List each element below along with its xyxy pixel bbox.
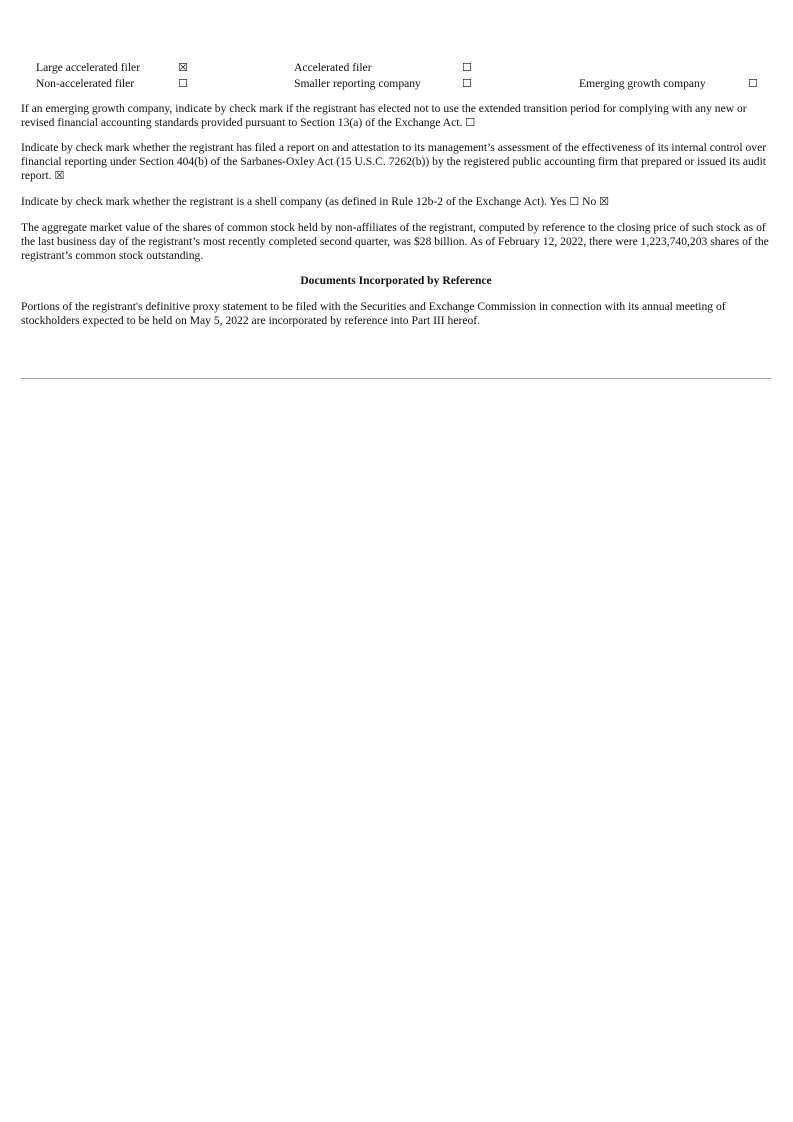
transition-period-text: If an emerging growth company, indicate by check mark if the registrant has elected not to use the extended transition period for complying with any new or revised financial accounting standards provided pursuant to Section 13(a) of the Exchange Act. (21, 102, 747, 129)
shell-no-checkbox[interactable]: ☒ (599, 195, 610, 208)
accelerated-filer-checkbox[interactable]: ☐ (462, 61, 472, 74)
accelerated-filer-label: Accelerated filer (294, 61, 372, 74)
shell-company-text: Indicate by check mark whether the registrant is a shell company (as defined in Rule 12b-2 of the Exchange Act). Yes (21, 195, 567, 208)
proxy-statement-paragraph: Portions of the registrant's definitive proxy statement to be filed with the Securities and Exchange Commission in connection with its annual meeting of stockholders expected to be held on May 5, 2022 are incorporated by reference into Part III hereof. (21, 300, 726, 327)
page-divider (21, 378, 771, 379)
large-accelerated-filer-label: Large accelerated filer (36, 61, 141, 74)
shell-no-label: No (582, 195, 597, 208)
shell-company-paragraph (21, 195, 771, 209)
smaller-reporting-company-checkbox[interactable]: ☐ (462, 77, 472, 90)
large-accelerated-filer-checkbox[interactable]: ☒ (178, 61, 188, 74)
documents-incorporated-heading: Documents Incorporated by Reference (300, 274, 492, 287)
smaller-reporting-company-label: Smaller reporting company (294, 77, 421, 90)
emerging-growth-company-label: Emerging growth company (579, 77, 706, 90)
transition-period-paragraph (21, 102, 771, 130)
attestation-text: Indicate by check mark whether the registrant has filed a report on and attestation to its management’s assessment of the effectiveness of its internal control over financial reporting under Section 404(b) of the Sarbanes-Oxley Act (15 U.S.C. 7262(b)) by the registered public accounting firm that prepared or issued its audit report. (21, 141, 767, 182)
non-accelerated-filer-label: Non-accelerated filer (36, 77, 135, 90)
filer-row-2 (0, 77, 793, 91)
shell-yes-checkbox[interactable]: ☐ (569, 195, 580, 208)
market-value-paragraph: The aggregate market value of the shares of common stock held by non-affiliates of the registrant, computed by reference to the closing price of such stock as of the last business day of the registrant’s most recently completed second quarter, was $28 billion. As of February 12, 2022, there were 1,223,740,203 shares of the registrant’s common stock outstanding. (21, 221, 769, 262)
attestation-checkbox[interactable]: ☒ (54, 169, 65, 182)
non-accelerated-filer-checkbox[interactable]: ☐ (178, 77, 188, 90)
filer-row-1 (0, 61, 793, 75)
transition-period-checkbox[interactable]: ☐ (465, 116, 476, 129)
emerging-growth-company-checkbox[interactable]: ☐ (748, 77, 758, 90)
attestation-paragraph (21, 141, 771, 183)
